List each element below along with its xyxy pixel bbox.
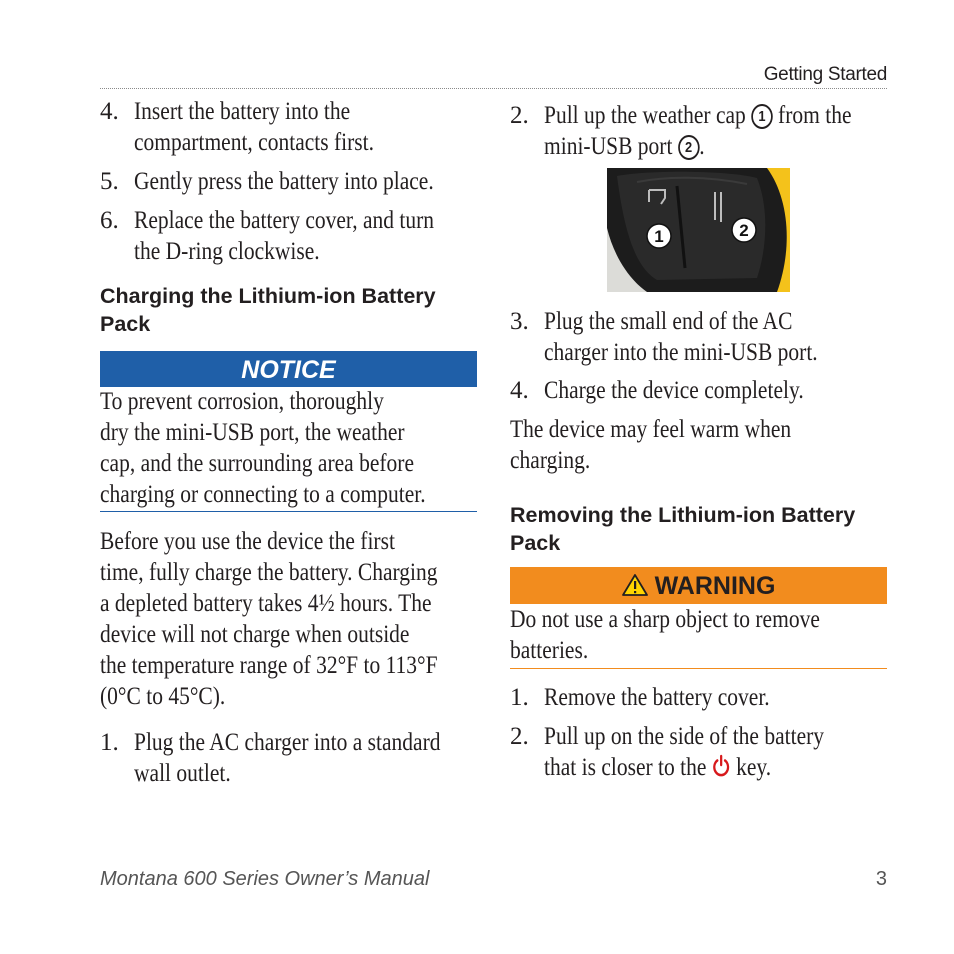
warning-label: WARNING — [654, 572, 776, 600]
notice-line: To prevent corrosion, thoroughly — [100, 388, 384, 415]
heading-line: Pack — [510, 531, 561, 555]
callout-2-icon: 2 — [678, 135, 700, 160]
step-3-plug — [510, 306, 887, 368]
step-text: charger into the mini-USB port. — [544, 339, 818, 366]
paragraph-line: charging. — [510, 447, 591, 474]
step-text: Replace the battery cover, and turn — [134, 207, 435, 234]
heading-line: Pack — [100, 312, 151, 336]
step-2-pull-battery — [510, 721, 887, 783]
paragraph-line: a depleted battery takes 4½ hours. The — [100, 590, 432, 617]
step-number: 5. — [100, 168, 119, 195]
step-text: the D-ring clockwise. — [134, 238, 320, 265]
section-heading-removing — [510, 501, 855, 557]
paragraph-line: the temperature range of 32°F to 113°F — [100, 652, 438, 679]
section-heading-charging — [100, 282, 436, 338]
heading-line: Charging the Lithium-ion Battery — [100, 284, 436, 308]
paragraph-line: Before you use the device the first — [100, 528, 395, 555]
notice-line: dry the mini-USB port, the weather — [100, 419, 405, 446]
step-number: 1. — [510, 684, 529, 711]
warning-divider — [510, 668, 887, 669]
heading-line: Removing the Lithium-ion Battery — [510, 503, 856, 527]
warning-line: Do not use a sharp object to remove — [510, 606, 820, 633]
step-number: 4. — [510, 377, 529, 404]
device-port-photo — [607, 168, 790, 292]
paragraph-line: device will not charge when outside — [100, 621, 410, 648]
photo-callout-1: 1 — [654, 227, 664, 246]
step-number: 2. — [510, 723, 529, 750]
callout-1-icon: 1 — [751, 104, 773, 129]
notice-line: cap, and the surrounding area before — [100, 450, 415, 477]
step-text: Plug the small end of the AC — [544, 308, 793, 335]
step-text: from the — [778, 102, 852, 129]
step-number: 6. — [100, 207, 119, 234]
power-key-icon — [712, 754, 731, 778]
step-text: wall outlet. — [134, 760, 231, 787]
step-number: 3. — [510, 308, 529, 335]
step-number: 2. — [510, 102, 529, 129]
paragraph-line: The device may feel warm when — [510, 416, 792, 443]
step-text: Plug the AC charger into a standard — [134, 729, 441, 756]
step-text: Remove the battery cover. — [544, 684, 770, 711]
page-number: 3 — [875, 868, 887, 890]
manual-title: Montana 600 Series Owner’s Manual — [100, 868, 430, 890]
step-2-weather-cap — [510, 100, 887, 162]
step-number: 4. — [100, 98, 119, 125]
step-number: 1. — [100, 729, 119, 756]
warning-banner — [510, 567, 887, 604]
step-text: compartment, contacts first. — [134, 129, 375, 156]
warm-paragraph — [510, 414, 887, 476]
step-text: . — [699, 133, 705, 160]
step-text: Pull up on the side of the battery — [544, 723, 825, 750]
paragraph-line: (0°C to 45°C). — [100, 683, 226, 710]
step-text: Charge the device completely. — [544, 377, 804, 404]
step-text: mini-USB port — [544, 133, 673, 160]
charging-paragraph — [100, 526, 477, 712]
paragraph-line: time, fully charge the battery. Charging — [100, 559, 438, 586]
warning-text — [510, 604, 887, 666]
photo-callout-2: 2 — [739, 221, 749, 240]
header-divider — [100, 88, 887, 89]
warning-line: batteries. — [510, 637, 589, 664]
step-text: Insert the battery into the — [134, 98, 351, 125]
step-1-charger — [100, 727, 477, 789]
notice-divider — [100, 511, 477, 512]
notice-text — [100, 386, 477, 510]
step-6 — [100, 205, 477, 267]
notice-line: charging or connecting to a computer. — [100, 481, 426, 508]
step-text: Pull up the weather cap — [544, 102, 746, 129]
step-1-remove-cover — [510, 682, 887, 713]
step-text: that is closer to the — [544, 754, 707, 781]
step-text: key. — [736, 754, 772, 781]
step-4 — [100, 96, 477, 158]
warning-triangle-icon — [622, 573, 648, 597]
step-text: Gently press the battery into place. — [134, 168, 434, 195]
step-5 — [100, 166, 477, 197]
running-header: Getting Started — [763, 64, 887, 85]
notice-banner: NOTICE — [100, 351, 477, 387]
step-4-charge — [510, 375, 887, 406]
